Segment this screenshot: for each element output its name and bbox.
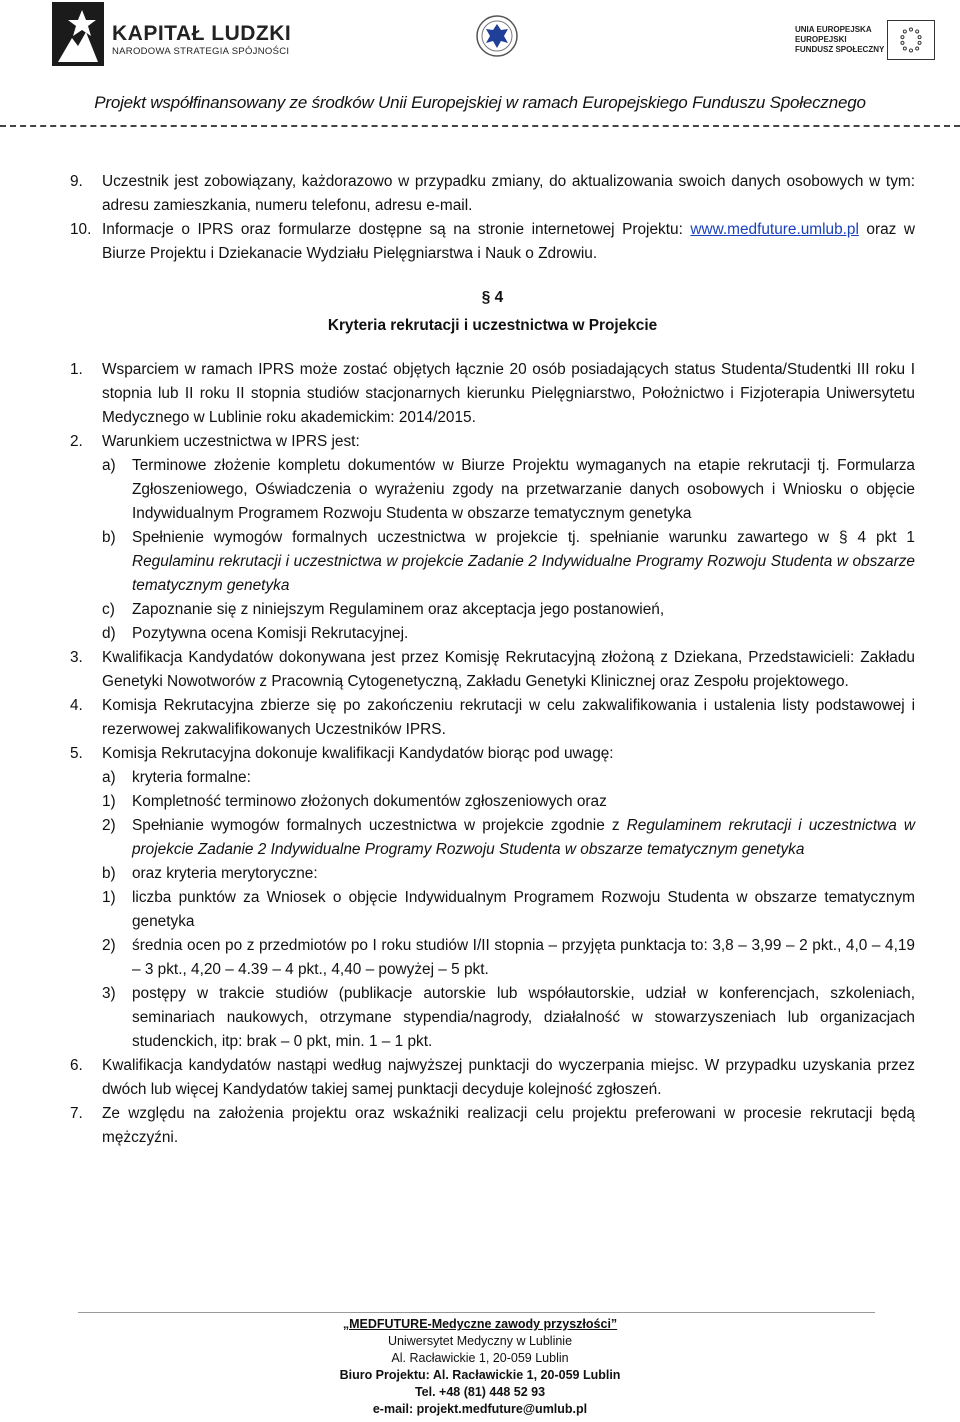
sub-item-italic: Regulaminem rekrutacji i uczestnictwa w projekcie Zadanie 2 Indywidualne Programy Rozwoju Studenta w obszarze tematycznym genetyka — [132, 817, 915, 858]
sub-item — [70, 598, 915, 622]
list-item — [70, 430, 915, 454]
sub-item — [70, 886, 915, 934]
item-text: Informacje o IPRS oraz formularze dostępne są na stronie internetowej Projektu: — [102, 221, 691, 238]
sub-item-marker: b) — [102, 529, 116, 546]
cofinancing-line: Projekt współfinansowany ze środków Unii Europejskiej w ramach Europejskiego Funduszu Społecznego — [94, 93, 866, 112]
header-divider — [0, 125, 960, 127]
item-number: 2. — [70, 433, 83, 450]
sub-item-text: liczba punktów za Wniosek o objęcie Indywidualnym Programem Rozwoju Studenta w obszarze tematycznym genetyka — [132, 889, 915, 930]
sub-item-text: średnia ocen po z przedmiotów po I roku studiów I/II stopnia – przyjęta punktacja to: 3,8 – 3,99 – 2 pkt., 4,0 – 4,19 – 3 pkt., 4,20 – 4.39 – 4 pkt., 4,40 – powyżej – 5 pkt. — [132, 937, 915, 978]
eu-flag-icon — [887, 20, 935, 60]
item-text: oraz w Biurze Projektu i Dziekanacie Wydziału Pielęgniarstwa i Nauk o Zdrowiu. — [102, 221, 915, 262]
item-text: Kwalifikacja Kandydatów dokonywana jest przez Komisję Rekrutacyjną złożoną z Dziekana, Przedstawicieli: Zakładu Genetyki Nowotworów z Pracownią Cytogenetyczną, Zakładu Genetyki Klinicznej oraz Zespołu projektowego. — [102, 649, 915, 690]
page-header — [0, 0, 960, 125]
sub-item-text: Zapoznanie się z niniejszym Regulaminem oraz akceptacja jego postanowień, — [132, 601, 665, 618]
sub-item — [70, 790, 915, 814]
sub-item-marker: 2) — [102, 937, 116, 954]
sub-item-marker: d) — [102, 625, 116, 642]
sub-item — [70, 454, 915, 526]
item-number: 4. — [70, 697, 83, 714]
sub-item-text: postępy w trakcie studiów (publikacje autorskie lub współautorskie, udział w konferencjach, szkoleniach, seminariach naukowych, otrzymane stypendia/nagrody, działalność w stowarzyszeniach lub organizacjach studenckich, itp: brak – 0 pkt, min. 1 – 1 pkt. — [132, 985, 915, 1050]
item-number: 1. — [70, 361, 83, 378]
sub-item — [70, 622, 915, 646]
sub-item-marker: b) — [102, 865, 116, 882]
item-text: Uczestnik jest zobowiązany, każdorazowo w przypadku zmiany, do aktualizowania swoich danych osobowych w tym: adresu zamieszkania, numeru telefonu, adresu e-mail. — [102, 173, 915, 214]
logo-subtitle: NARODOWA STRATEGIA SPÓJNOŚCI — [112, 46, 290, 57]
sub-item-text: Spełnianie wymogów formalnych uczestnictwa w projekcie zgodnie z — [132, 817, 627, 834]
list-item — [70, 742, 915, 766]
sub-item-text: Terminowe złożenie kompletu dokumentów w Biurze Projektu wymaganych na etapie rekrutacji tj. Formularza Zgłoszeniowego, Oświadczenia o wyrażeniu zgody na przetwarzanie danych osobowych i Wniosku o objęcie Indywidualnym Programem Rozwoju Studenta w obszarze tematycznym genetyka — [132, 457, 915, 522]
sub-item-text: Pozytywna ocena Komisji Rekrutacyjnej. — [132, 625, 409, 642]
kapital-ludzki-mark-icon — [52, 2, 104, 66]
footer-phone: Tel. +48 (81) 448 52 93 — [414, 1385, 546, 1399]
section-heading — [70, 284, 915, 340]
sub-item-marker: 1) — [102, 889, 116, 906]
list-item — [70, 218, 915, 266]
list-item — [70, 694, 915, 742]
footer-project-title: „MEDFUTURE-Medyczne zawody przyszłości” — [342, 1317, 618, 1331]
sub-item — [70, 766, 915, 790]
item-number: 3. — [70, 649, 83, 666]
sub-item — [70, 982, 915, 1054]
item-number: 5. — [70, 745, 83, 762]
footer-email: e-mail: projekt.medfuture@umlub.pl — [372, 1402, 588, 1416]
item-text: Kwalifikacja kandydatów nastąpi według najwyższej punktacji do wyczerpania miejsc. W przypadku uzyskania przez dwóch lub więcej Kandydatów takiej samej punktacji decyduje kolejność zgłoszeń. — [102, 1057, 915, 1098]
eagle-emblem-icon — [475, 12, 519, 62]
eu-label-line2: EUROPEJSKI — [795, 35, 847, 44]
footer-office: Biuro Projektu: Al. Racławickie 1, 20-059 Lublin — [339, 1368, 621, 1382]
sub-item-marker: c) — [102, 601, 115, 618]
logo-title: KAPITAŁ LUDZKI — [112, 22, 292, 45]
item-text: Komisja Rekrutacyjna dokonuje kwalifikacji Kandydatów biorąc pod uwagę: — [102, 745, 614, 762]
project-website-link[interactable]: www.medfuture.umlub.pl — [690, 221, 859, 238]
eu-label — [795, 25, 885, 55]
sub-item-marker: 2) — [102, 817, 116, 834]
section-title: Kryteria rekrutacji i uczestnictwa w Projekcie — [327, 317, 658, 334]
list-item — [70, 1102, 915, 1150]
eu-label-line3: FUNDUSZ SPOŁECZNY — [795, 45, 885, 54]
sub-item-text: oraz kryteria merytoryczne: — [132, 865, 318, 882]
sub-item — [70, 526, 915, 598]
list-item — [70, 170, 915, 218]
list-item — [70, 358, 915, 430]
sub-item-marker: 1) — [102, 793, 116, 810]
kapital-ludzki-logo — [52, 2, 292, 72]
section-number: § 4 — [481, 289, 504, 306]
sub-item-marker: a) — [102, 457, 116, 474]
footer-divider — [78, 1312, 875, 1313]
list-item — [70, 1054, 915, 1102]
sub-item-text: kryteria formalne: — [132, 769, 251, 786]
eu-label-line1: UNIA EUROPEJSKA — [795, 25, 872, 34]
sub-item-marker: 3) — [102, 985, 116, 1002]
sub-item — [70, 814, 915, 862]
page-footer — [0, 1316, 960, 1418]
item-number: 7. — [70, 1105, 83, 1122]
document-body — [70, 170, 915, 1150]
item-text: Ze względu na założenia projektu oraz wskaźniki realizacji celu projektu preferowani w procesie rekrutacji będą mężczyźni. — [102, 1105, 915, 1146]
footer-university: Uniwersytet Medyczny w Lublinie — [387, 1334, 573, 1348]
list-item — [70, 646, 915, 694]
sub-item-italic: Regulaminu rekrutacji i uczestnictwa w projekcie Zadanie 2 Indywidualne Programy Rozwoju Studenta w obszarze tematycznym genetyka — [132, 553, 915, 594]
sub-item — [70, 934, 915, 982]
item-number: 6. — [70, 1057, 83, 1074]
sub-item-text: Spełnienie wymogów formalnych uczestnictwa w projekcie tj. spełnianie warunku zawartego w § 4 pkt 1 — [132, 529, 915, 546]
item-text: Komisja Rekrutacyjna zbierze się po zakończeniu rekrutacji w celu zakwalifikowania i ustalenia listy podstawowej i rezerwowej zakwalifikowanych Uczestników IPRS. — [102, 697, 915, 738]
footer-address: Al. Racławickie 1, 20-059 Lublin — [391, 1351, 569, 1365]
item-text: Warunkiem uczestnictwa w IPRS jest: — [102, 433, 360, 450]
item-number: 9. — [70, 173, 83, 190]
sub-item-marker: a) — [102, 769, 116, 786]
sub-item — [70, 862, 915, 886]
item-text: Wsparciem w ramach IPRS może zostać objętych łącznie 20 osób posiadających status Studenta/Studentki III roku I stopnia lub II roku II stopnia studiów stacjonarnych kierunku Pielęgniarstwo, Położnictwo i Fizjoterapia Uniwersytetu Medycznego w Lublinie roku akademickim: 2014/2015. — [102, 361, 915, 426]
item-number: 10. — [70, 221, 92, 238]
sub-item-text: Kompletność terminowo złożonych dokumentów zgłoszeniowych oraz — [132, 793, 607, 810]
